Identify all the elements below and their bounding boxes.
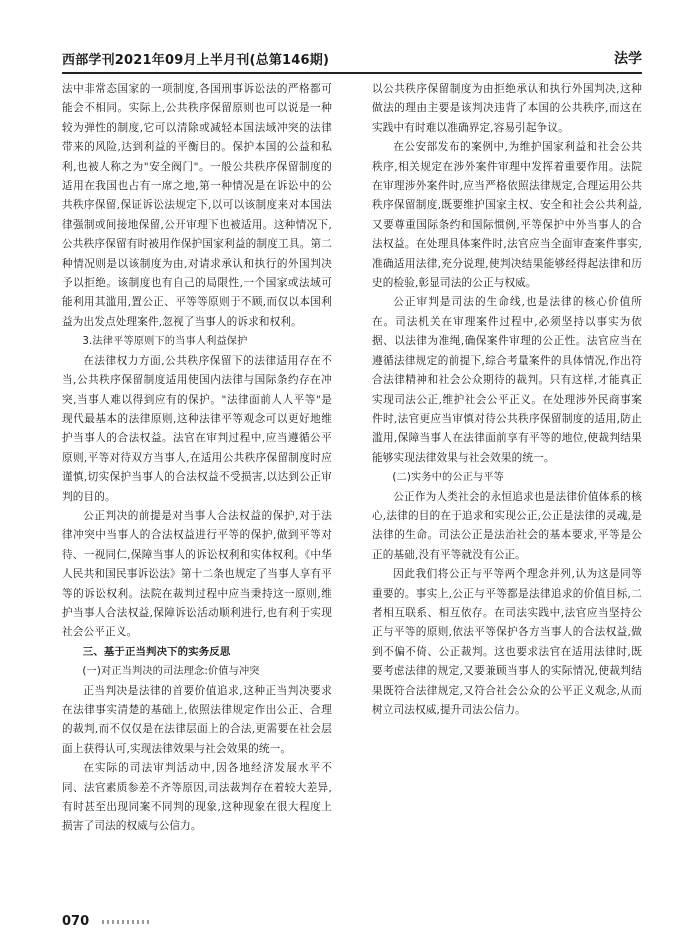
section-heading: (一)对正当判决的司法理念:价值与冲突: [82, 666, 260, 678]
paragraph: 在实际的司法审判活动中,因各地经济发展水平不同、法官素质参差不齐等原因,司法裁判存在着较大差异,有时甚至出现同案不同判的现象,这种现象在很大程度上损害了司法的权威与公信力。: [62, 762, 332, 833]
paragraph: 以公共秩序保留制度为由拒绝承认和执行外国判决,这种做法的理由主要是该判决违背了本国的公共秩序,而这在实践中有时难以准确界定,容易引起争议。: [372, 83, 642, 134]
header-rule: [62, 72, 642, 74]
paragraph: 公正审判是司法的生命线,也是法律的核心价值所在。司法机关在审理案件过程中,必须坚持以事实为依据、以法律为准绳,确保案件审理的公正性。法官应当在遵循法律规定的前提下,综合考量案件的具体情况,作出符合法律精神和社会公众期待的裁判。只有这样,才能真正实现司法公正,维护社会公平正义。在处理涉外民商事案件时,法官更应当审慎对待公共秩序保留制度的适用,防止滥用,保障当事人在法律面前享有平等的地位,使裁判结果能够实现法律效果与社会效果的统一。: [372, 296, 642, 464]
paragraph: 法中非常态国家的一项制度,各国刑事诉讼法的严格都可能会不相同。实际上,公共秩序保留原则也可以说是一种较为弹性的制度,它可以清除或减轻本国法域冲突的法律带来的风险,达到利益的平衡目的。保护本国的公益和私利,也被人称之为"安全阀门"。一般公共秩序保留制度的适用在我国也占有一席之地,第一种情况是在诉讼中的公共秩序保留,保证诉讼法规定下,以可以该制度来对本国法律强制或间接地保留,公开审理下也被适用。这种情况下,公共秩序保留有时被用作保护国家利益的制度工具。第二种情况则是以该制度为由,对请求承认和执行的外国判决予以拒绝。该制度也有自己的局限性,一个国家或法域可能利用其滥用,置公正、平等等原则于不顾,而仅以本国利益为出发点处理案件,忽视了当事人的诉求和权利。: [62, 83, 332, 328]
paragraph: 在公安部发布的案例中,为维护国家利益和社会公共秩序,相关规定在涉外案件审理中发挥着重要作用。法院在审理涉外案件时,应当严格依照法律规定,合理运用公共秩序保留制度,既要维护国家主权、安全和社会公共利益,又要尊重国际条约和国际惯例,平等保护中外当事人的合法权益。在处理具体案件时,法官应当全面审查案件事实,准确适用法律,充分说理,使判决结果能够经得起法律和历史的检验,彰显司法的公正与权威。: [372, 141, 642, 290]
page-number: 070: [62, 914, 90, 929]
paragraph: 公正判决的前提是对当事人合法权益的保护,对于法律冲突中当事人的合法权益进行平等的保护,做到平等对待、一视同仁,保障当事人的诉讼权利和实体权利。《中华人民共和国民事诉讼法》第十二条也规定了当事人享有平等的诉讼权利。法院在裁判过程中应当秉持这一原则,维护当事人合法权益,保障诉讼活动顺利进行,也有利于实现社会公平正义。: [62, 509, 332, 639]
paragraph: 因此我们将公正与平等两个理念并列,认为这是同等重要的。事实上,公正与平等都是法律追求的价值目标,二者相互联系、相互依存。在司法实践中,法官应当坚持公正与平等的原则,依法平等保护各方当事人的合法权益,做到不偏不倚、公正裁判。这也要求法官在适用法律时,既要考虑法律的规定,又要兼顾当事人的实际情况,使裁判结果既符合法律规定,又符合社会公众的公平正义观念,从而树立司法权威,提升司法公信力。: [372, 568, 642, 716]
section-heading: 3.法律平等原则下的当事人利益保护: [82, 336, 248, 348]
section-heading: (二)实务中的公正与平等: [392, 472, 505, 484]
paragraph: 正当判决是法律的首要价值追求,这种正当判决要求在法律事实清楚的基础上,依照法律规定作出公正、合理的裁判,而不仅仅是在法律层面上的合法,更需要在社会层面上获得认可,实现法律效果与社会效果的统一。: [62, 684, 332, 755]
section-label: 法学: [614, 51, 642, 67]
paragraph: 公正作为人类社会的永恒追求也是法律价值体系的核心,法律的目的在于追求和实现公正,公正是法律的灵魂,是法律的生命。司法公正是法治社会的基本要求,平等是公正的基础,没有平等就没有公正。: [372, 490, 642, 561]
journal-title: 西部学刊2021年09月上半月刊(总第146期): [62, 53, 330, 68]
section-heading: 三、基于正当判决下的实务反思: [82, 645, 231, 658]
left-column: [62, 80, 332, 910]
right-column: [372, 80, 642, 910]
running-header: [62, 46, 642, 68]
paragraph: 在法律权力方面,公共秩序保留下的法律适用存在不当,公共秩序保留制度适用使国内法律与国际条约存在冲突,当事人难以得到应有的保护。"法律面前人人平等"是现代最基本的法律原则,这种法律平等观念可以更好地维护当事人的合法权益。法官在审判过程中,应当遵循公平原则,平等对待双方当事人,在适用公共秩序保留制度时应谨慎,切实保护当事人的合法权益不受损害,以达到公正审判的目的。: [62, 354, 332, 503]
footer-decoration: [102, 920, 152, 924]
